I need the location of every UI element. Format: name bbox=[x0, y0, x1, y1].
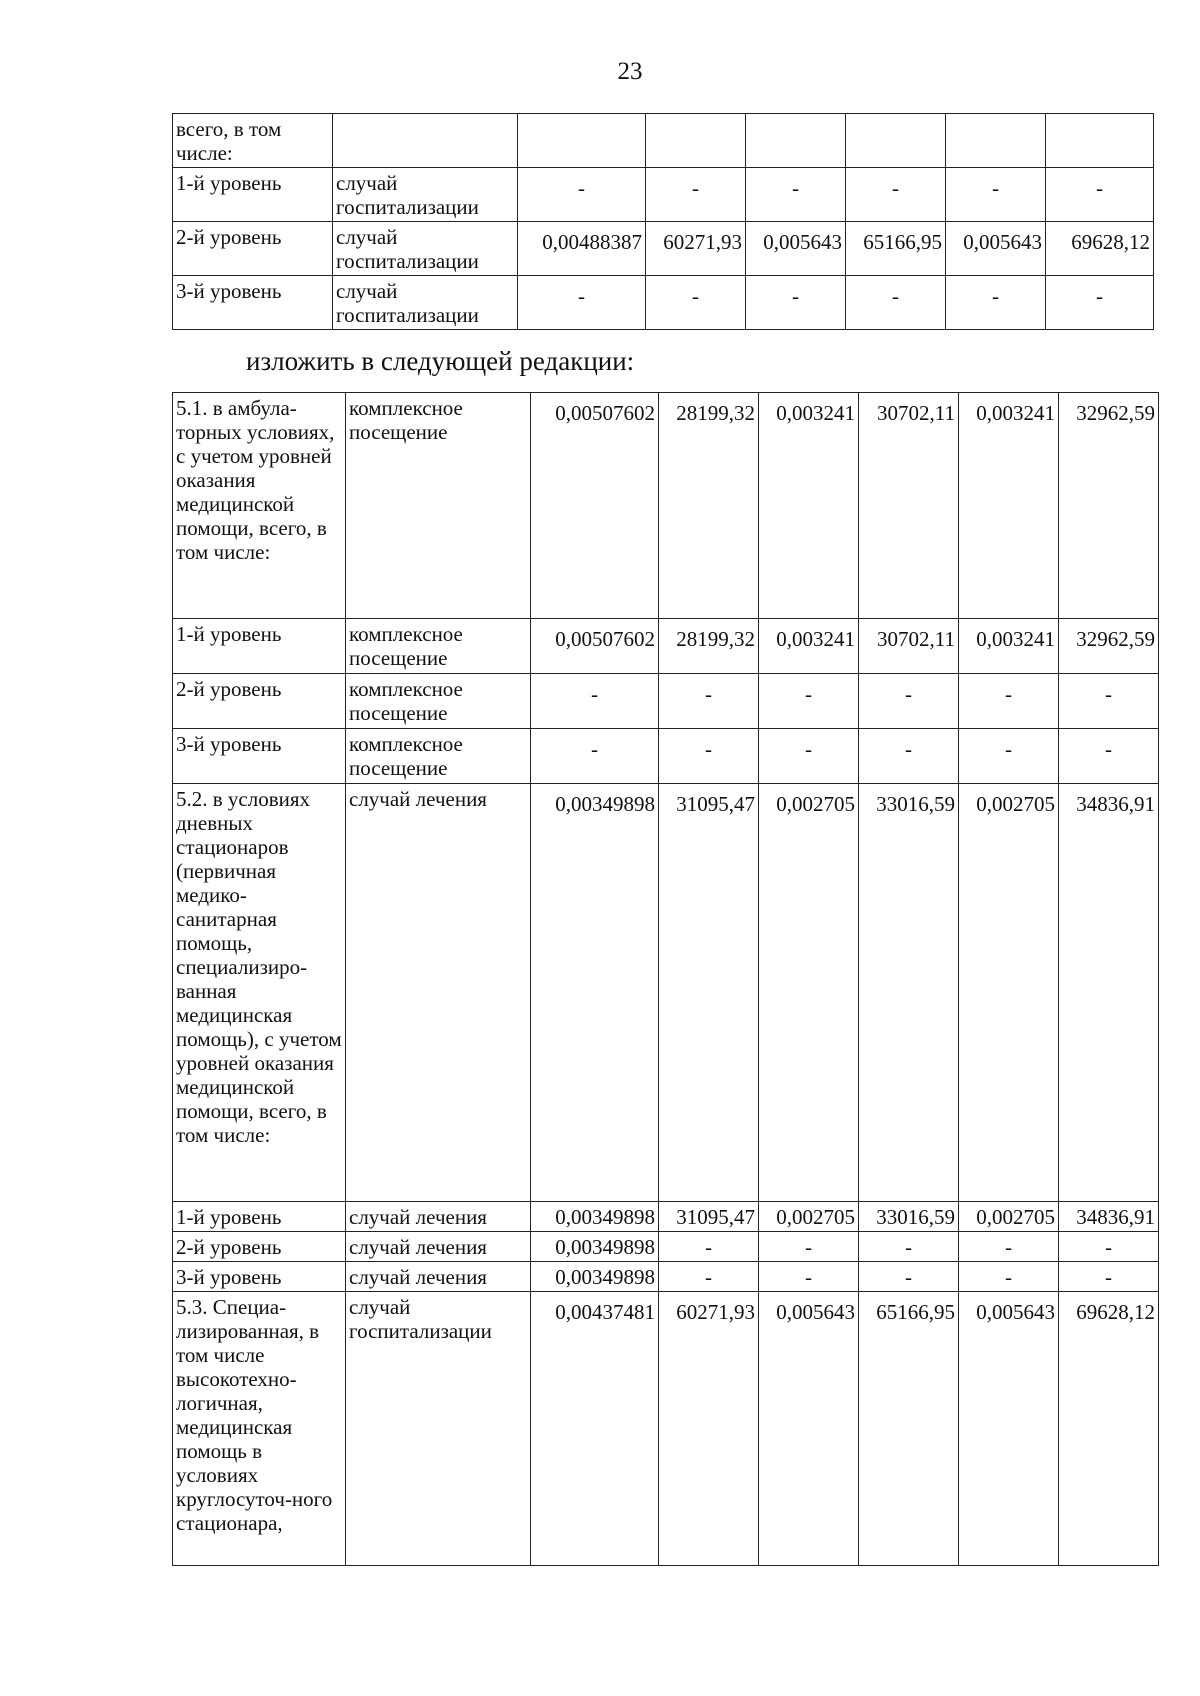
value-cell: 0,003241 bbox=[759, 393, 859, 619]
row-label: 5.1. в амбула-торных условиях, с учетом уровней оказания медицинской помощи, всего, в том числе: bbox=[173, 393, 346, 619]
value-cell: 34836,91 bbox=[1059, 784, 1159, 1202]
page-number: 23 bbox=[617, 58, 643, 85]
value-cell: 60271,93 bbox=[646, 222, 746, 276]
table-row bbox=[173, 619, 1159, 674]
table-new bbox=[172, 392, 1159, 1566]
value-cell: 69628,12 bbox=[1059, 1292, 1159, 1566]
value-cell: 0,00349898 bbox=[531, 1262, 659, 1292]
value-cell: 0,005643 bbox=[759, 1292, 859, 1566]
value-cell: - bbox=[846, 276, 946, 330]
row-label: 1-й уровень bbox=[173, 619, 346, 674]
value-cell: - bbox=[759, 1262, 859, 1292]
row-label: 5.2. в условиях дневных стационаров (первичная медико-санитарная помощь, специализиро-ванная медицинская помощь), с учетом уровней оказания медицинской помощи, всего, в том числе: bbox=[173, 784, 346, 1202]
row-unit: случай госпитализации bbox=[346, 1292, 531, 1566]
row-unit: комплексное посещение bbox=[346, 393, 531, 619]
value-cell bbox=[846, 114, 946, 168]
value-cell: 0,00507602 bbox=[531, 619, 659, 674]
row-label: 2-й уровень bbox=[173, 222, 333, 276]
value-cell: - bbox=[946, 276, 1046, 330]
row-unit bbox=[333, 114, 518, 168]
row-unit: случай лечения bbox=[346, 1232, 531, 1262]
instruction-text: изложить в следующей редакции: bbox=[246, 346, 635, 376]
table-row bbox=[173, 114, 1154, 168]
value-cell: - bbox=[518, 276, 646, 330]
value-cell bbox=[518, 114, 646, 168]
value-cell bbox=[1046, 114, 1154, 168]
table-row bbox=[173, 674, 1159, 729]
value-cell: 60271,93 bbox=[659, 1292, 759, 1566]
value-cell: 69628,12 bbox=[1046, 222, 1154, 276]
value-cell: 32962,59 bbox=[1059, 393, 1159, 619]
value-cell: 32962,59 bbox=[1059, 619, 1159, 674]
table-row bbox=[173, 393, 1159, 619]
row-label: 3-й уровень bbox=[173, 276, 333, 330]
table-row bbox=[173, 222, 1154, 276]
value-cell: - bbox=[659, 674, 759, 729]
row-label: 1-й уровень bbox=[173, 1202, 346, 1232]
value-cell: - bbox=[759, 1232, 859, 1262]
value-cell: 0,005643 bbox=[959, 1292, 1059, 1566]
value-cell: - bbox=[746, 276, 846, 330]
table-row bbox=[173, 1292, 1159, 1566]
value-cell: - bbox=[959, 1262, 1059, 1292]
value-cell bbox=[746, 114, 846, 168]
value-cell: - bbox=[859, 674, 959, 729]
value-cell: - bbox=[1059, 729, 1159, 784]
value-cell: - bbox=[959, 1232, 1059, 1262]
value-cell: 0,00349898 bbox=[531, 1202, 659, 1232]
row-label: 3-й уровень bbox=[173, 1262, 346, 1292]
value-cell: 0,003241 bbox=[959, 393, 1059, 619]
value-cell: 31095,47 bbox=[659, 1202, 759, 1232]
value-cell: - bbox=[859, 729, 959, 784]
value-cell: 65166,95 bbox=[846, 222, 946, 276]
value-cell: 0,003241 bbox=[759, 619, 859, 674]
row-label: 2-й уровень bbox=[173, 1232, 346, 1262]
value-cell: 33016,59 bbox=[859, 1202, 959, 1232]
value-cell: 0,002705 bbox=[959, 1202, 1059, 1232]
value-cell: 0,005643 bbox=[946, 222, 1046, 276]
row-unit: случай госпитализации bbox=[333, 222, 518, 276]
value-cell: - bbox=[1059, 1232, 1159, 1262]
value-cell: 28199,32 bbox=[659, 393, 759, 619]
value-cell: 0,00437481 bbox=[531, 1292, 659, 1566]
table-row bbox=[173, 1202, 1159, 1232]
value-cell: 30702,11 bbox=[859, 619, 959, 674]
value-cell: 0,002705 bbox=[759, 1202, 859, 1232]
value-cell: 0,002705 bbox=[959, 784, 1059, 1202]
table-row bbox=[173, 1262, 1159, 1292]
row-unit: комплексное посещение bbox=[346, 729, 531, 784]
value-cell: - bbox=[959, 674, 1059, 729]
value-cell: - bbox=[531, 674, 659, 729]
value-cell: - bbox=[1059, 1262, 1159, 1292]
table-row bbox=[173, 276, 1154, 330]
value-cell: - bbox=[646, 276, 746, 330]
value-cell: 0,003241 bbox=[959, 619, 1059, 674]
value-cell: - bbox=[1046, 276, 1154, 330]
value-cell bbox=[646, 114, 746, 168]
row-label: 1-й уровень bbox=[173, 168, 333, 222]
row-unit: случай лечения bbox=[346, 1262, 531, 1292]
value-cell: 65166,95 bbox=[859, 1292, 959, 1566]
table-old bbox=[172, 113, 1154, 330]
value-cell: 0,00349898 bbox=[531, 784, 659, 1202]
value-cell: - bbox=[659, 1232, 759, 1262]
value-cell: 0,00349898 bbox=[531, 1232, 659, 1262]
value-cell: - bbox=[946, 168, 1046, 222]
value-cell bbox=[946, 114, 1046, 168]
value-cell: - bbox=[646, 168, 746, 222]
row-unit: случай госпитализации bbox=[333, 168, 518, 222]
row-unit: случай госпитализации bbox=[333, 276, 518, 330]
value-cell: 0,005643 bbox=[746, 222, 846, 276]
value-cell: 0,00488387 bbox=[518, 222, 646, 276]
row-unit: комплексное посещение bbox=[346, 619, 531, 674]
row-unit: комплексное посещение bbox=[346, 674, 531, 729]
value-cell: 34836,91 bbox=[1059, 1202, 1159, 1232]
value-cell: - bbox=[1059, 674, 1159, 729]
row-unit: случай лечения bbox=[346, 784, 531, 1202]
table-row bbox=[173, 168, 1154, 222]
value-cell: 30702,11 bbox=[859, 393, 959, 619]
row-label: всего, в том числе: bbox=[173, 114, 333, 168]
value-cell: - bbox=[1046, 168, 1154, 222]
value-cell: 0,002705 bbox=[759, 784, 859, 1202]
value-cell: - bbox=[859, 1232, 959, 1262]
table-row bbox=[173, 1232, 1159, 1262]
value-cell: - bbox=[746, 168, 846, 222]
value-cell: - bbox=[659, 729, 759, 784]
value-cell: 31095,47 bbox=[659, 784, 759, 1202]
row-label: 2-й уровень bbox=[173, 674, 346, 729]
table-row bbox=[173, 729, 1159, 784]
value-cell: 0,00507602 bbox=[531, 393, 659, 619]
value-cell: - bbox=[846, 168, 946, 222]
value-cell: - bbox=[518, 168, 646, 222]
value-cell: 28199,32 bbox=[659, 619, 759, 674]
row-label: 3-й уровень bbox=[173, 729, 346, 784]
value-cell: - bbox=[759, 674, 859, 729]
value-cell: - bbox=[659, 1262, 759, 1292]
value-cell: 33016,59 bbox=[859, 784, 959, 1202]
value-cell: - bbox=[759, 729, 859, 784]
value-cell: - bbox=[531, 729, 659, 784]
table-row bbox=[173, 784, 1159, 1202]
row-label: 5.3. Специа-лизированная, в том числе высокотехно-логичная, медицинская помощь в условиях круглосуточ-ного стационара, bbox=[173, 1292, 346, 1566]
row-unit: случай лечения bbox=[346, 1202, 531, 1232]
value-cell: - bbox=[959, 729, 1059, 784]
value-cell: - bbox=[859, 1262, 959, 1292]
